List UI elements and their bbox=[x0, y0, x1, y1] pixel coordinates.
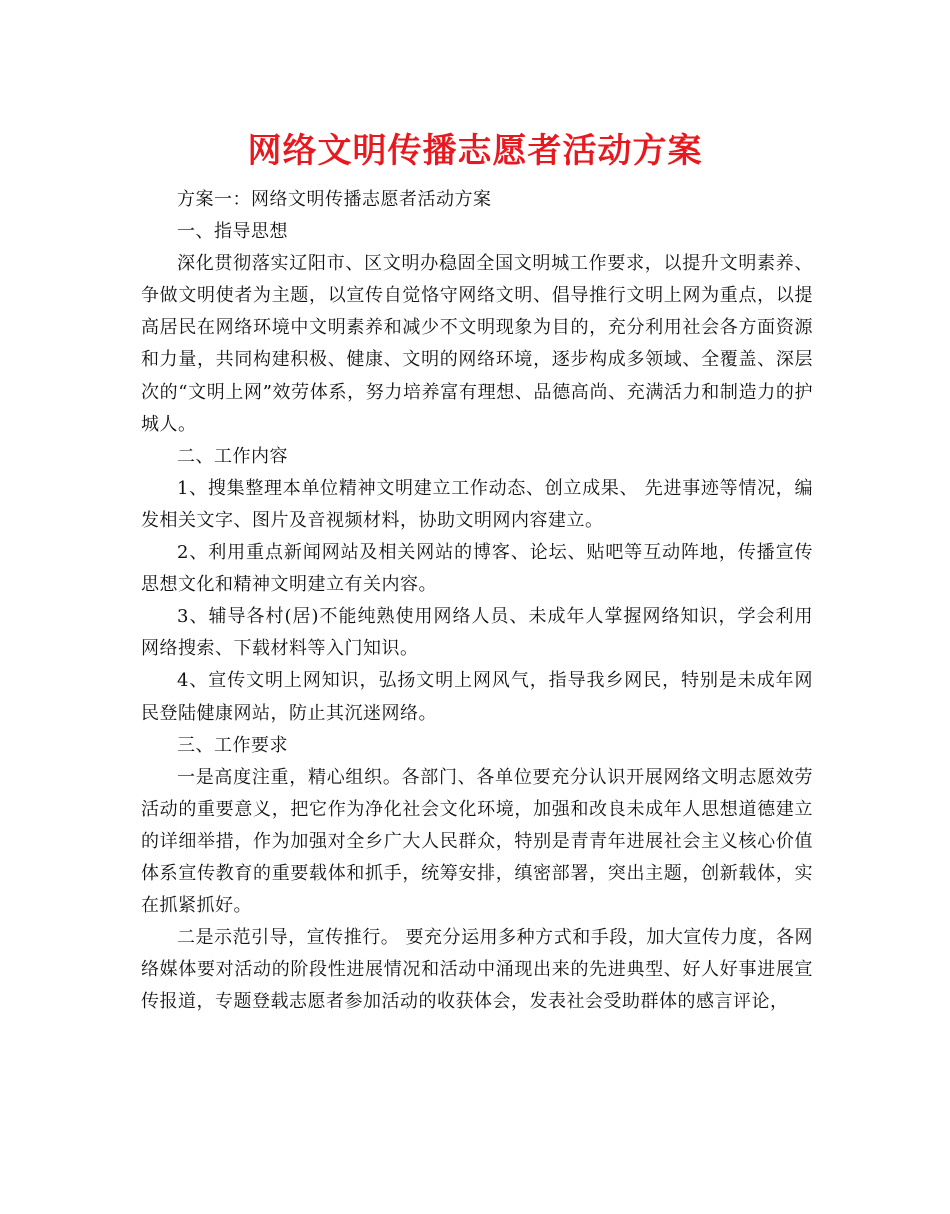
work-content-item-4: 4、宣传文明上网知识，弘扬文明上网风气，指导我乡网民，特别是未成年网民登陆健康网站，防止其沉迷网络。 bbox=[141, 670, 813, 724]
paragraph-guiding-ideology: 深化贯彻落实辽阳市、区文明办稳固全国文明城工作要求，以提升文明素养、争做文明使者为主题，以宣传自觉恪守网络文明、倡导推行文明上网为重点，以提高居民在网络环境中文明素养和减少不文明现象为目的，充分利用社会各方面资源和力量，共同构建积极、健康、文明的网络环境，逐步构成多领域、全覆盖、深层次的“文明上网”效劳体系，努力培养富有理想、品德高尚、充满活力和制造力的护城人。 bbox=[141, 253, 813, 435]
scheme-heading: 方案一：网络文明传播志愿者活动方案 bbox=[177, 189, 492, 210]
work-content-item-1: 1、搜集整理本单位精神文明建立工作动态、创立成果、 先进事迹等情况，编发相关文字、图片及音视频材料，协助文明网内容建立。 bbox=[141, 477, 813, 531]
section-heading-guiding-ideology: 一、指导思想 bbox=[177, 221, 288, 243]
document-body bbox=[141, 184, 813, 1018]
work-content-item-3: 3、辅导各村(居)不能纯熟使用网络人员、未成年人掌握网络知识，学会利用网络搜索、下载材料等入门知识。 bbox=[141, 606, 813, 660]
work-content-item-2: 2、利用重点新闻网站及相关网站的博客、论坛、贴吧等互动阵地，传播宣传思想文化和精神文明建立有关内容。 bbox=[141, 542, 813, 596]
requirement-paragraph-1: 一是高度注重，精心组织。各部门、各单位要充分认识开展网络文明志愿效劳活动的重要意义，把它作为净化社会文化环境，加强和改良未成年人思想道德建立的详细举措，作为加强对全乡广大人民群众，特别是青青年进展社会主义核心价值体系宣传教育的重要载体和抓手，统筹安排，缜密部署，突出主题，创新载体，实在抓紧抓好。 bbox=[141, 766, 813, 917]
section-heading-work-content: 二、工作内容 bbox=[177, 445, 288, 467]
requirement-paragraph-2: 二是示范引导，宣传推行。 要充分运用多种方式和手段，加大宣传力度，各网络媒体要对活动的阶段性进展情况和活动中涌现出来的先进典型、好人好事进展宣传报道，专题登载志愿者参加活动的收获体会，发表社会受助群体的感言评论， bbox=[141, 927, 813, 1013]
section-heading-work-requirements: 三、工作要求 bbox=[177, 734, 288, 756]
document-title: 网络文明传播志愿者活动方案 bbox=[247, 131, 703, 171]
